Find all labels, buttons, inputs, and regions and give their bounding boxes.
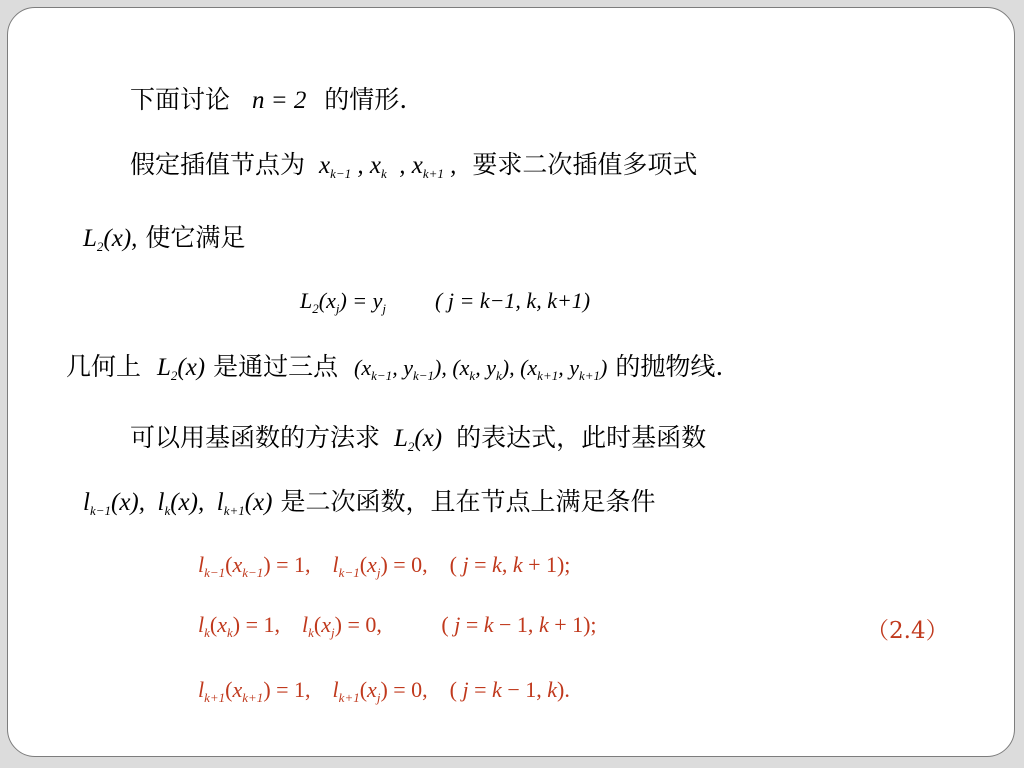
slide	[7, 7, 1015, 757]
nodes-line	[130, 145, 697, 181]
geometry-text-1: 几何上	[66, 352, 142, 381]
equation-row-1: $l_{k-1}(x_{k-1}) = 1$, $l_{k-1}(x_j) = 0$, ( j = k, k + 1);	[198, 552, 571, 580]
l2x-math: $L_2(x)$,	[83, 225, 138, 254]
equation-number-label: （2.4）	[866, 618, 949, 644]
intro-line	[130, 80, 407, 116]
intro-text-1: 下面讨论	[130, 85, 231, 114]
geometry-line: 几何上 $L_2(x)$ 是通过三点 ($x_{k-1}$, $y_{k-1}$), ($x_k$, $y_k$), ($x_{k+1}$, $y_{k+1}$) 的抛物线.	[66, 352, 724, 383]
basis-functions-text: 是二次函数，且在节点上满足条件	[280, 487, 656, 516]
geometry-text-3: 的抛物线.	[615, 352, 724, 381]
basis-functions-line	[83, 482, 655, 518]
basis-text-1: 可以用基函数的方法求	[130, 423, 381, 452]
basis-functions-math: $l_{k-1}(x)$, $l_k(x)$, $l_{k+1}(x)$	[83, 489, 273, 518]
intro-text-2: 的情形.	[324, 85, 408, 114]
equation-row-2: $l_k(x_k) = 1$, $l_k(x_j) = 0$, ( j = k − 1, k + 1);	[198, 612, 597, 640]
equation-row-3: $l_{k+1}(x_{k+1}) = 1$, $l_{k+1}(x_j) = 0$, ( j = k − 1, k).	[198, 677, 570, 705]
satisfy-line	[83, 218, 245, 254]
nodes-text-1: 假定插值节点为	[130, 150, 306, 179]
geometry-text-2: 是通过三点	[213, 352, 339, 381]
n-equals-2-math: n = 2	[251, 87, 307, 114]
nodes-text-2: 要求二次插值多项式	[472, 150, 698, 179]
basis-method-line: 可以用基函数的方法求 $L_2(x)$ 的表达式，此时基函数	[130, 423, 707, 454]
nodes-math: $x_{k-1}$ , $x_k$ , $x_{k+1}$ ,	[318, 152, 457, 181]
interpolation-condition: $L_2(x_j) = y_j$ ( j = k−1, k, k+1)	[300, 288, 591, 316]
basis-text-2: 的表达式，此时基函数	[456, 423, 707, 452]
three-points-math: ($x_{k-1}$, $y_{k-1}$), ($x_k$, $y_k$), ($x_{k+1}$, $y_{k+1}$)	[354, 355, 608, 383]
satisfy-text: 使它满足	[145, 223, 246, 252]
